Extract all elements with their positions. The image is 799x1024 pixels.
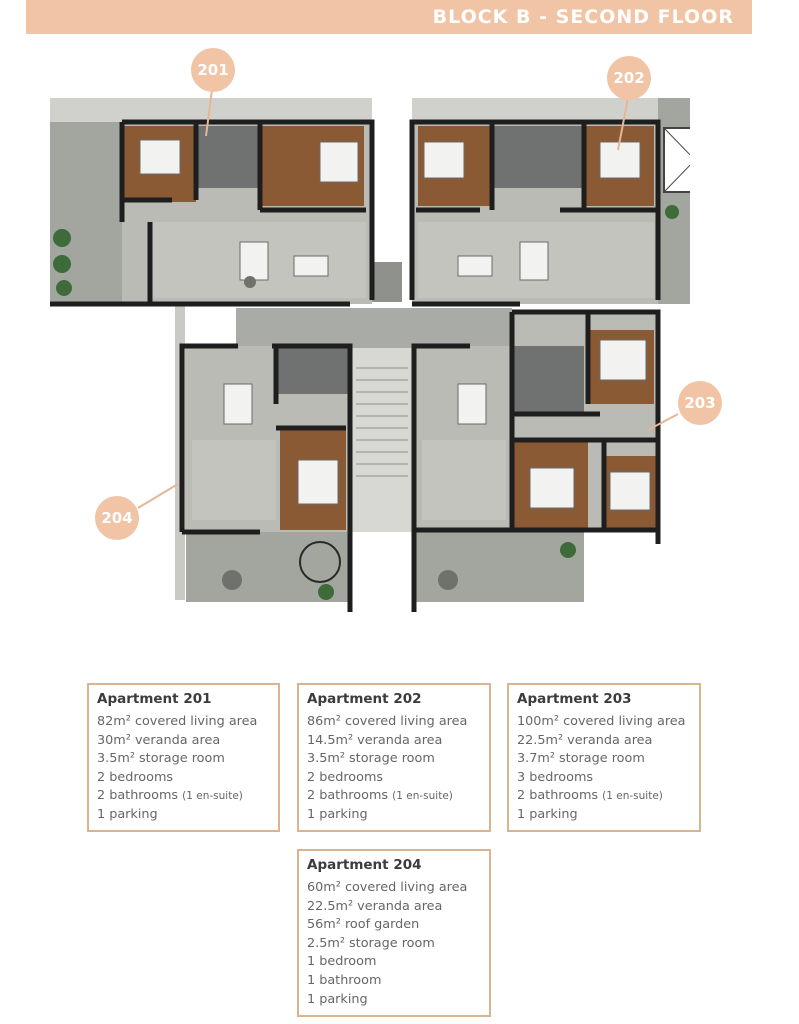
spec-line: 60m² covered living area: [307, 880, 468, 895]
unit-marker-204: 204: [95, 496, 139, 540]
corridor: [236, 308, 512, 348]
unit-marker-203: 203: [678, 381, 722, 425]
spec-line: 56m² roof garden: [307, 917, 420, 933]
spec-line: 2 bedrooms: [307, 769, 384, 785]
ensuite-note: (1 en-suite): [602, 790, 663, 803]
spec-line: 1 bathroom: [307, 972, 382, 988]
spec-line: 3.5m² storage room: [97, 751, 225, 767]
ensuite-note: (1 en-suite): [392, 790, 453, 803]
terrace-201: [50, 122, 122, 304]
spec-text: 2 bathrooms: [97, 788, 179, 804]
spec-line: 3.7m² storage room: [517, 751, 645, 767]
spec-line: 22.5m² veranda area: [307, 898, 443, 914]
apartment-card-204: [297, 849, 491, 1017]
spec-line: 1 parking: [307, 806, 368, 822]
spec-line: 3.5m² storage room: [307, 751, 435, 767]
unit-marker-202: 202: [607, 56, 651, 100]
elevator: [372, 262, 402, 302]
terrace-203: [414, 532, 584, 602]
apartment-title: Apartment 201: [97, 691, 212, 707]
spec-line: 3 bedrooms: [517, 769, 594, 785]
page-title: BLOCK B - SECOND FLOOR: [432, 6, 734, 28]
floor-plan: [30, 44, 690, 644]
bathroom-202: [492, 126, 584, 188]
spec-line: 86m² covered living area: [307, 714, 468, 729]
apartment-card-203: [507, 683, 701, 832]
bathroom-204: [276, 348, 348, 394]
spec-line: 2.5m² storage room: [307, 935, 435, 951]
apartment-title: Apartment 204: [307, 857, 422, 873]
apartment-card-201: [87, 683, 280, 832]
spec-line: 1 bedroom: [307, 954, 377, 970]
spec-line: 1 parking: [517, 806, 578, 822]
spec-line: 1 parking: [307, 991, 368, 1007]
spec-line: 22.5m² veranda area: [517, 732, 653, 748]
spec-line: 2 bedrooms: [97, 769, 174, 785]
spec-line: [517, 787, 691, 806]
ensuite-note: (1 en-suite): [182, 790, 243, 803]
unit-marker-201: 201: [191, 48, 235, 92]
spec-text: 2 bathrooms: [307, 788, 389, 804]
spec-line: 14.5m² veranda area: [307, 732, 443, 748]
spec-line: [307, 787, 481, 806]
spec-line: 1 parking: [97, 806, 158, 822]
spec-line: 100m² covered living area: [517, 714, 686, 729]
apartment-title: Apartment 202: [307, 691, 422, 707]
header-banner: [26, 0, 752, 34]
spec-line: [97, 787, 270, 806]
spec-line: 82m² covered living area: [97, 714, 258, 729]
apartment-card-202: [297, 683, 491, 832]
bathroom-203: [514, 346, 584, 414]
spec-line: 30m² veranda area: [97, 732, 221, 748]
apartment-title: Apartment 203: [517, 691, 632, 707]
spec-text: 2 bathrooms: [517, 788, 599, 804]
